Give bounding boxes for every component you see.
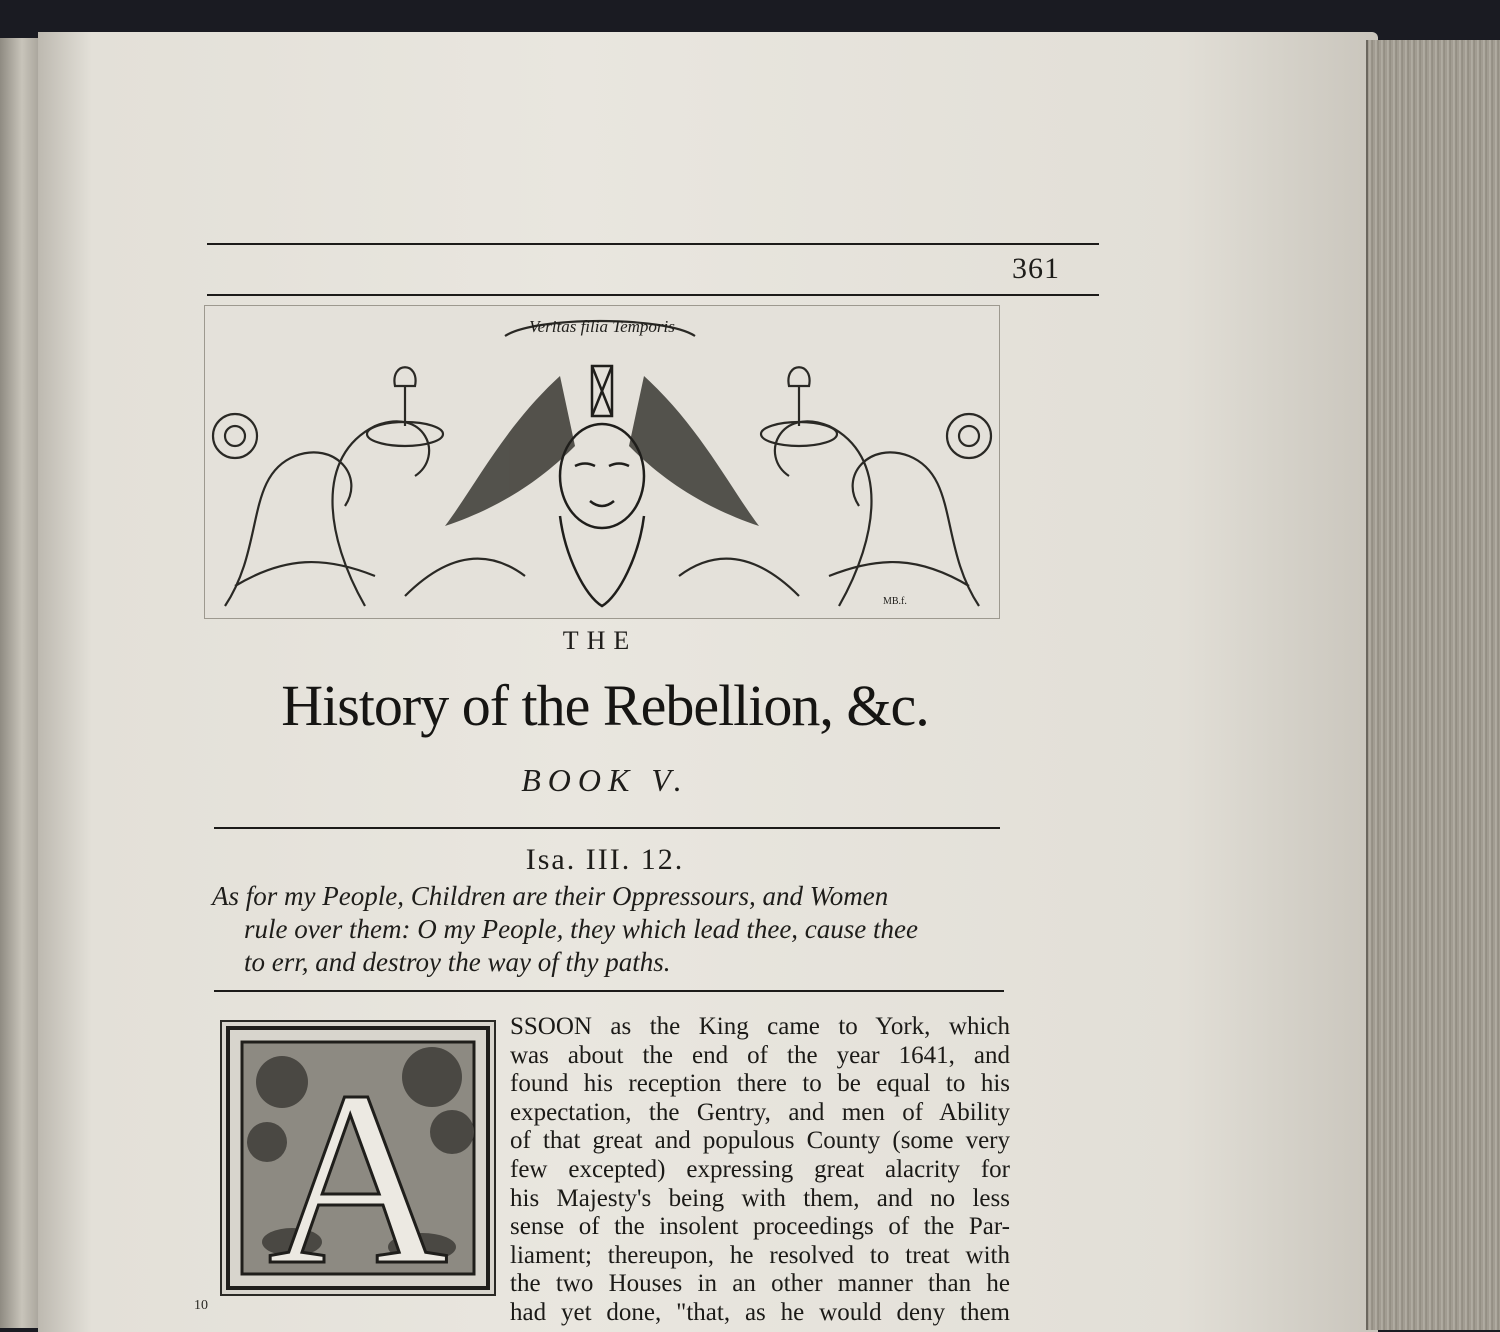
engraved-headpiece bbox=[204, 305, 1000, 619]
page-fore-edge bbox=[1366, 40, 1500, 1330]
epigraph-rule bbox=[214, 990, 1004, 992]
body-line: was about the end of the year 1641, and bbox=[510, 1041, 1010, 1069]
epigraph-line: As for my People, Children are their Oppressours, and Women bbox=[212, 881, 889, 911]
page-number: 361 bbox=[1012, 252, 1060, 285]
title-rule bbox=[214, 827, 1000, 829]
top-rule bbox=[207, 243, 1099, 245]
headpiece-illustration bbox=[205, 306, 999, 618]
body-line: expectation, the Gentry, and men of Ability bbox=[510, 1098, 1010, 1126]
margin-line-number: 10 bbox=[194, 1298, 208, 1313]
body-line: had yet done, "that, as he would deny them bbox=[510, 1298, 1010, 1326]
epigraph bbox=[212, 880, 1012, 979]
body-text bbox=[510, 1013, 1010, 1328]
body-line: liament; thereupon, he resolved to treat with bbox=[510, 1241, 1010, 1269]
epigraph-line: to err, and destroy the way of thy paths. bbox=[244, 947, 671, 977]
title-prefix: THE bbox=[562, 626, 638, 655]
body-line: his Majesty's being with them, and no less bbox=[510, 1184, 1010, 1212]
body-line: the two Houses in an other manner than he bbox=[510, 1270, 1010, 1298]
body-line: found his reception there to be equal to his bbox=[510, 1070, 1010, 1098]
header-rule bbox=[207, 294, 1099, 296]
body-line: SSOON as the King came to York, which bbox=[510, 1013, 1010, 1040]
decorated-initial bbox=[220, 1020, 496, 1296]
body-line: few excepted) expressing great alacrity for bbox=[510, 1155, 1010, 1183]
engraver-mark: MB.f. bbox=[883, 596, 907, 607]
left-page-edge bbox=[0, 38, 42, 1328]
initial-letter: A bbox=[267, 1040, 449, 1294]
verse-reference: Isa. III. 12. bbox=[525, 843, 685, 876]
epigraph-line: rule over them: O my People, they which lead thee, cause thee bbox=[244, 914, 918, 944]
decorated-initial-illustration bbox=[222, 1022, 494, 1294]
book-heading: BOOK V. bbox=[521, 762, 689, 798]
body-line: of that great and populous County (some very bbox=[510, 1127, 1010, 1155]
headpiece-motto: Veritas filia Temporis bbox=[529, 317, 675, 336]
page-title: History of the Rebellion, &c. bbox=[281, 673, 929, 738]
body-line: sense of the insolent proceedings of the Par- bbox=[510, 1213, 1010, 1241]
